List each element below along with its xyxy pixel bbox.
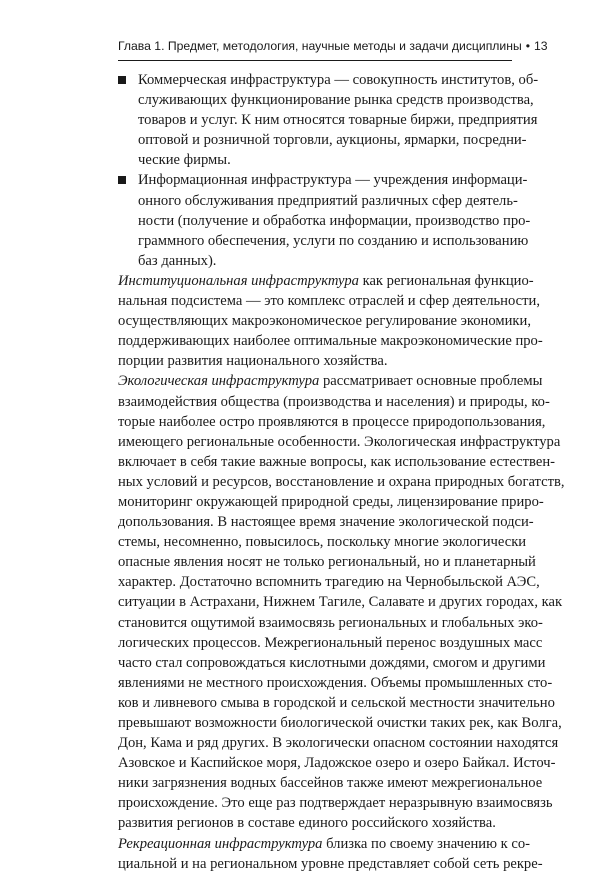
text-line: явлениями не местного происхождения. Объемы промышленных сто- xyxy=(118,674,553,691)
text-line: имеющего региональные особенности. Экологическая инфраструктура xyxy=(118,433,561,450)
text-line: порции развития национального хозяйства. xyxy=(118,353,388,370)
header-bullet-icon: • xyxy=(525,39,530,53)
text-line: поддерживающих наиболее оптимальные макроэкономические про- xyxy=(118,333,543,350)
text-line: становится ощутимой взаимосвязь региональных и глобальных эко- xyxy=(118,614,543,631)
text-line: мониторинг окружающей природной среды, лицензирование приро- xyxy=(118,493,544,510)
text-line: оптовой и розничной торговли, аукционы, ярмарки, посредни- xyxy=(138,132,527,149)
text-line: характер. Достаточно вспомнить трагедию на Чернобыльской АЭС, xyxy=(118,574,540,591)
text-line: Коммерческая инфраструктура — совокупность институтов, об- xyxy=(138,72,539,88)
text-line: часто стал сопровождаться кислотными дождями, смогом и другими xyxy=(118,654,546,671)
paragraph-institutional xyxy=(118,271,543,371)
running-header xyxy=(118,38,548,61)
text-line: нальная подсистема — это комплекс отраслей и сфер деятельности, xyxy=(118,293,540,310)
text-line: ности (получение и обработка информации, производство про- xyxy=(138,212,531,229)
text-line: товаров и услуг. К ним относятся товарные биржи, предприятия xyxy=(138,112,538,129)
text-line: стемы, несомненно, повысилось, поскольку многие экологически xyxy=(118,534,527,551)
text-line: ники загрязнения водных бассейнов также имеют межрегиональное xyxy=(118,775,543,792)
text-line: ных условий и ресурсов, восстановление и охрана природных богатств, xyxy=(118,473,565,490)
text-line: Азовское и Каспийское моря, Ладожское озеро и озеро Байкал. Источ- xyxy=(118,755,556,772)
text-line: Информационная инфраструктура — учреждения информаци- xyxy=(138,172,528,189)
paragraph-recreational xyxy=(118,834,543,874)
text-line: логических процессов. Межрегиональный перенос воздушных масс xyxy=(118,634,543,651)
text-line: допользования. В настоящее время значение экологической подси- xyxy=(118,514,534,531)
paragraph-ecological xyxy=(118,371,565,833)
text-line: ков и ливневого смыва в городской и сельской местности значительно xyxy=(118,694,555,711)
bullet-item xyxy=(118,170,531,270)
text-line: граммного обеспечения, услуги по созданию и использованию xyxy=(138,232,529,249)
text-line: превышают возможности биологической очистки таких рек, как Волга, xyxy=(118,715,562,731)
italic-term: Экологическая инфраструктура xyxy=(118,373,320,390)
text-line: онного обслуживания предприятий различных сфер деятель- xyxy=(138,192,518,209)
text-line: ческие фирмы. xyxy=(138,152,231,169)
text-line: включает в себя такие важные вопросы, как использование естествен- xyxy=(118,453,555,470)
text-line: осуществляющих макроэкономическое регулирование экономики, xyxy=(118,313,531,330)
chapter-title: Глава 1. Предмет, методология, научные методы и задачи дисциплины xyxy=(118,39,522,53)
text-line: Рекреационная инфраструктура близка по своему значению к со- xyxy=(118,835,531,852)
text-line: ситуации в Астрахани, Нижнем Тагиле, Салавате и других городах, как xyxy=(118,594,563,611)
square-bullet-icon xyxy=(118,176,126,184)
text-line: баз данных). xyxy=(138,252,217,269)
text-line: Экологическая инфраструктура рассматривает основные проблемы xyxy=(118,373,543,390)
page-number: 13 xyxy=(534,39,548,53)
text-line: происхождение. Это еще раз подтверждает неразрывную взаимосвязь xyxy=(118,795,553,812)
italic-term: Рекреационная инфраструктура xyxy=(118,835,323,852)
text-line: торые наиболее остро проявляются в процессе природопользования, xyxy=(118,413,546,430)
body-text xyxy=(118,70,565,874)
text-line: развития регионов в составе единого российского хозяйства. xyxy=(118,815,496,832)
square-bullet-icon xyxy=(118,76,126,84)
text-line: Институциональная инфраструктура как региональная функцио- xyxy=(118,272,534,289)
text-line: служивающих функционирование рынка средств производства, xyxy=(138,92,534,109)
text-line: Дон, Кама и ряд других. В экологически опасном состоянии находятся xyxy=(118,735,559,752)
bullet-item xyxy=(118,70,539,170)
text-line: взаимодействия общества (производства и населения) и природы, ко- xyxy=(118,393,550,410)
text-line: опасные явления носят не только региональный, но и планетарный xyxy=(118,554,536,571)
text-line: циальной и на региональном уровне представляет собой сеть рекре- xyxy=(118,855,543,872)
italic-term: Институциональная инфраструктура xyxy=(118,272,359,289)
